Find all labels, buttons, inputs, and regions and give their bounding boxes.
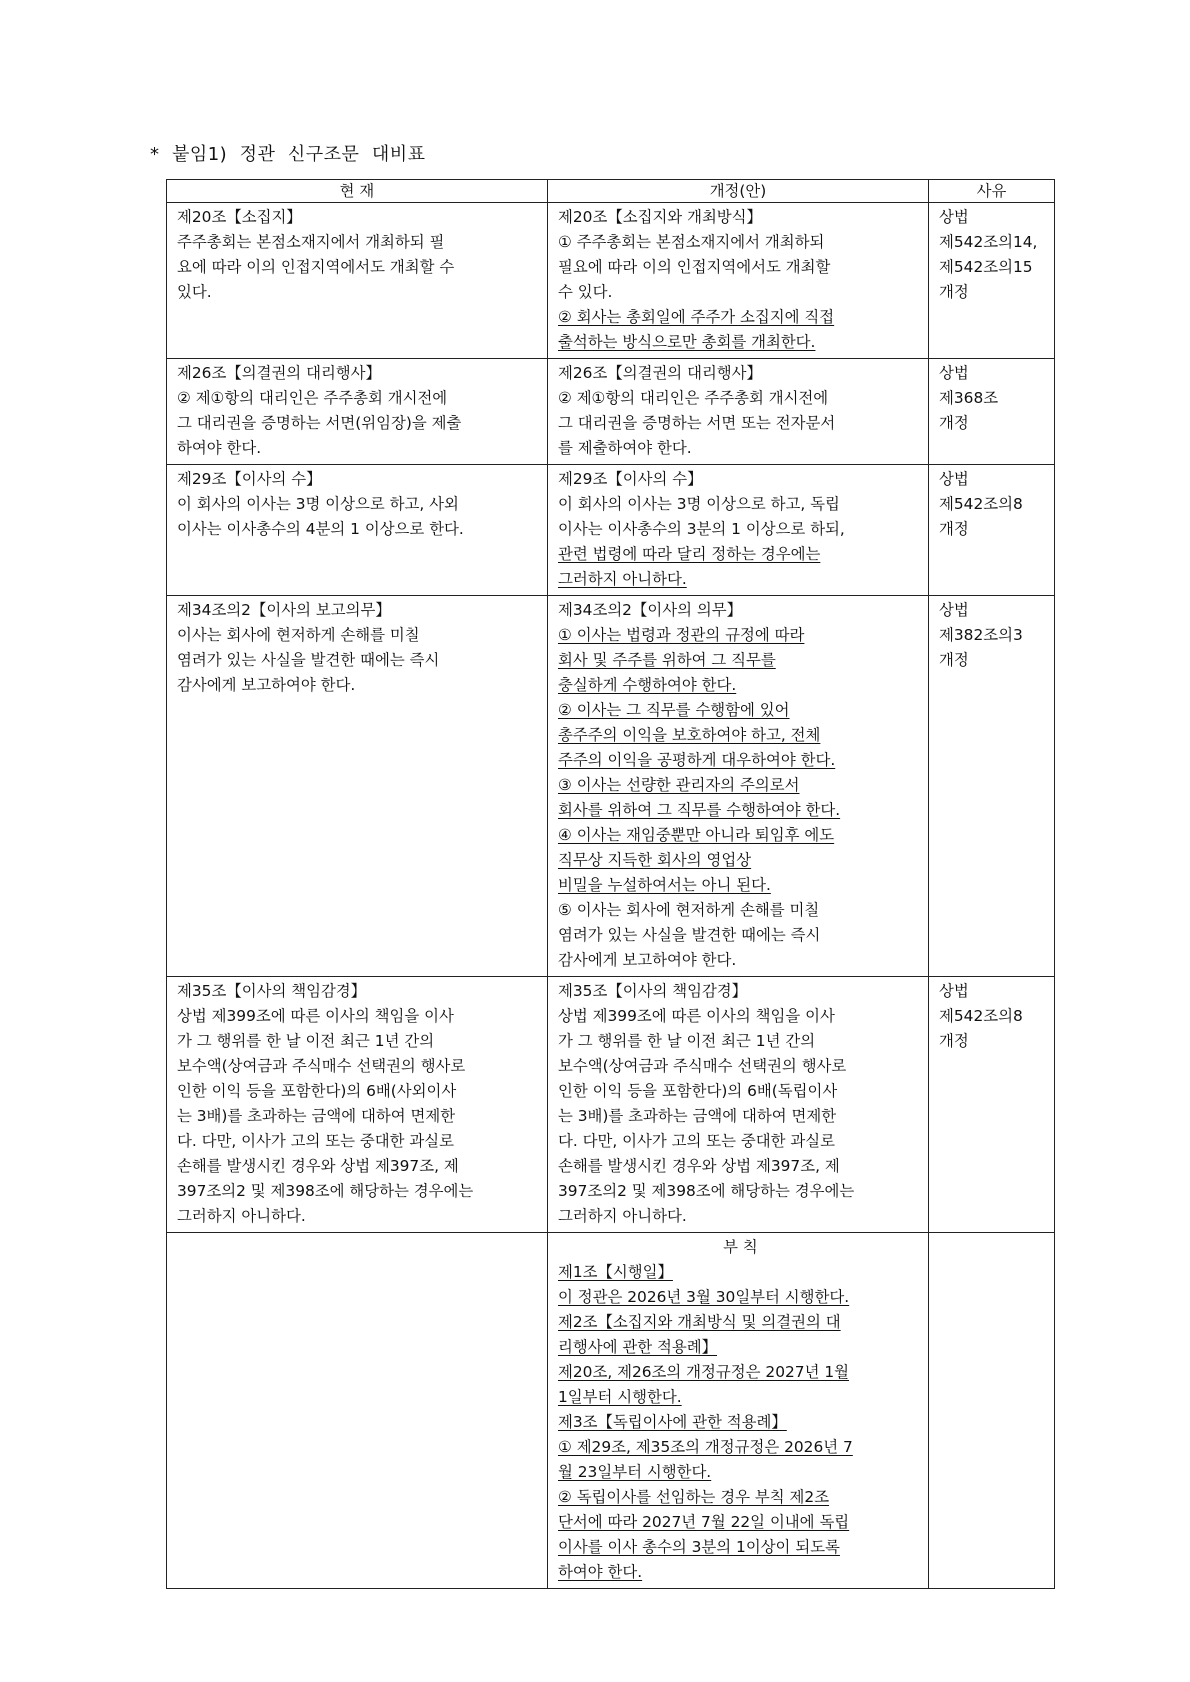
text-line: 제542조의14, [939, 233, 1038, 251]
cell-proposed [548, 596, 929, 977]
text-line: 제3조【독립이사에 관한 적용례】 [558, 1413, 787, 1431]
text-line: 제29조【이사의 수】 [558, 470, 703, 488]
addendum-heading: 부 칙 [723, 1238, 758, 1256]
text-line: 제29조【이사의 수】 [177, 470, 322, 488]
text-line: ④ 이사는 재임중뿐만 아니라 퇴임후 에도 [558, 826, 835, 844]
text-line: 상법 [939, 982, 969, 1000]
text-line: 상법 제399조에 따른 이사의 책임을 이사 [177, 1007, 454, 1025]
text-line: 감사에게 보고하여야 한다. [558, 951, 737, 969]
text-line: 회사를 위하여 그 직무를 수행하여야 한다. [558, 801, 841, 819]
text-line: 제542조의15 [939, 258, 1033, 276]
text-line: 이사는 이사총수의 3분의 1 이상으로 하되, [558, 520, 845, 538]
comparison-table [166, 179, 1055, 1589]
text-line: 리행사에 관한 적용례】 [558, 1338, 717, 1356]
text-line: 를 제출하여야 한다. [558, 439, 692, 457]
cell-current [167, 596, 548, 977]
text-line: ② 제①항의 대리인은 주주총회 개시전에 [177, 389, 448, 407]
table-row [167, 359, 1055, 465]
text-line: 다. 다만, 이사가 고의 또는 중대한 과실로 [177, 1132, 455, 1150]
text-line: 제1조【시행일】 [558, 1263, 673, 1281]
text-line: 이 회사의 이사는 3명 이상으로 하고, 사외 [177, 495, 459, 513]
text-line: 이사는 이사총수의 4분의 1 이상으로 한다. [177, 520, 464, 538]
text-line: 이 회사의 이사는 3명 이상으로 하고, 독립 [558, 495, 840, 513]
cell-proposed [548, 203, 929, 359]
text-line: 다. 다만, 이사가 고의 또는 중대한 과실로 [558, 1132, 836, 1150]
text-line: 손해를 발생시킨 경우와 상법 제397조, 제 [558, 1157, 840, 1175]
text-line: 그러하지 아니하다. [177, 1207, 306, 1225]
text-line: 그러하지 아니하다. [558, 1207, 687, 1225]
text-line: 개정 [939, 414, 969, 432]
text-line: 개정 [939, 283, 969, 301]
text-line: 비밀을 누설하여서는 아니 된다. [558, 876, 771, 894]
header-reason: 사유 [929, 180, 1055, 203]
text-line: 그 대리권을 증명하는 서면(위임장)을 제출 [177, 414, 462, 432]
text-line: 상법 [939, 601, 969, 619]
cell-current-empty [167, 1233, 548, 1589]
cell-current [167, 465, 548, 596]
text-line: 출석하는 방식으로만 총회를 개최한다. [558, 333, 816, 351]
text-line: 가 그 행위를 한 날 이전 최근 1년 간의 [558, 1032, 816, 1050]
text-line: 제35조【이사의 책임감경】 [558, 982, 748, 1000]
text-line: 관련 법령에 따라 달리 정하는 경우에는 [558, 545, 821, 563]
cell-proposed [548, 359, 929, 465]
text-line: 하여야 한다. [558, 1563, 643, 1581]
text-line: 제35조【이사의 책임감경】 [177, 982, 367, 1000]
text-line: ② 이사는 그 직무를 수행함에 있어 [558, 701, 790, 719]
text-line: 월 23일부터 시행한다. [558, 1463, 712, 1481]
text-line: 제26조【의결권의 대리행사】 [558, 364, 762, 382]
text-line: 제368조 [939, 389, 999, 407]
cell-current [167, 203, 548, 359]
text-line: 개정 [939, 1032, 969, 1050]
text-line: 상법 [939, 364, 969, 382]
text-line: 주주의 이익을 공평하게 대우하여야 한다. [558, 751, 836, 769]
page-title: * 붙임1) 정관 신구조문 대비표 [150, 144, 426, 165]
text-line: 상법 제399조에 따른 이사의 책임을 이사 [558, 1007, 835, 1025]
text-line: 주주총회는 본점소재지에서 개최하되 필 [177, 233, 445, 251]
text-line: 직무상 지득한 회사의 영업상 [558, 851, 752, 869]
text-line: 보수액(상여금과 주식매수 선택권의 행사로 [177, 1057, 466, 1075]
text-line: 이사는 회사에 현저하게 손해를 미칠 [177, 626, 420, 644]
text-line: ② 독립이사를 선임하는 경우 부칙 제2조 [558, 1488, 830, 1506]
text-line: ⑤ 이사는 회사에 현저하게 손해를 미칠 [558, 901, 820, 919]
text-line: 염려가 있는 사실을 발견한 때에는 즉시 [558, 926, 821, 944]
text-line: 제34조의2【이사의 보고의무】 [177, 601, 391, 619]
text-line: 그러하지 아니하다. [558, 570, 687, 588]
text-line: 는 3배)를 초과하는 금액에 대하여 면제한 [558, 1107, 837, 1125]
text-line: 수 있다. [558, 283, 613, 301]
text-line: 상법 [939, 208, 969, 226]
text-line: ① 이사는 법령과 정관의 규정에 따라 [558, 626, 805, 644]
table-row [167, 596, 1055, 977]
text-line: 상법 [939, 470, 969, 488]
text-line: 이사를 이사 총수의 3분의 1이상이 되도록 [558, 1538, 840, 1556]
text-line: 이 정관은 2026년 3월 30일부터 시행한다. [558, 1288, 850, 1306]
text-line: 제34조의2【이사의 의무】 [558, 601, 742, 619]
table-row [167, 203, 1055, 359]
text-line: 있다. [177, 283, 212, 301]
cell-reason [929, 359, 1055, 465]
text-line: 가 그 행위를 한 날 이전 최근 1년 간의 [177, 1032, 435, 1050]
text-line: 보수액(상여금과 주식매수 선택권의 행사로 [558, 1057, 847, 1075]
text-line: 제20조, 제26조의 개정규정은 2027년 1월 [558, 1363, 849, 1381]
cell-proposed [548, 465, 929, 596]
text-line: 필요에 따라 이의 인접지역에서도 개최할 [558, 258, 831, 276]
text-line: ② 회사는 총회일에 주주가 소집지에 직접 [558, 308, 835, 326]
cell-reason-empty [929, 1233, 1055, 1589]
text-line: ① 주주총회는 본점소재지에서 개최하되 [558, 233, 825, 251]
table-header-row [167, 180, 1055, 203]
text-line: 인한 이익 등을 포함한다)의 6배(독립이사 [558, 1082, 838, 1100]
text-line: 397조의2 및 제398조에 해당하는 경우에는 [177, 1182, 474, 1200]
addendum-row [167, 1233, 1055, 1589]
text-line: 1일부터 시행한다. [558, 1388, 682, 1406]
cell-addendum [548, 1233, 929, 1589]
cell-reason [929, 465, 1055, 596]
text-line: 인한 이익 등을 포함한다)의 6배(사외이사 [177, 1082, 457, 1100]
text-line: 는 3배)를 초과하는 금액에 대하여 면제한 [177, 1107, 456, 1125]
text-line: 요에 따라 이의 인접지역에서도 개최할 수 [177, 258, 455, 276]
text-line: 개정 [939, 520, 969, 538]
text-line: 감사에게 보고하여야 한다. [177, 676, 356, 694]
cell-reason [929, 596, 1055, 977]
text-line: 제26조【의결권의 대리행사】 [177, 364, 381, 382]
text-line: 손해를 발생시킨 경우와 상법 제397조, 제 [177, 1157, 459, 1175]
text-line: 총주주의 이익을 보호하여야 하고, 전체 [558, 726, 821, 744]
text-line: 단서에 따라 2027년 7월 22일 이내에 독립 [558, 1513, 850, 1531]
text-line: 397조의2 및 제398조에 해당하는 경우에는 [558, 1182, 855, 1200]
text-line: 염려가 있는 사실을 발견한 때에는 즉시 [177, 651, 440, 669]
text-line: 개정 [939, 651, 969, 669]
text-line: 그 대리권을 증명하는 서면 또는 전자문서 [558, 414, 836, 432]
cell-proposed [548, 977, 929, 1233]
cell-reason [929, 203, 1055, 359]
text-line: ③ 이사는 선량한 관리자의 주의로서 [558, 776, 800, 794]
cell-reason [929, 977, 1055, 1233]
table-row [167, 465, 1055, 596]
text-line: 충실하게 수행하여야 한다. [558, 676, 737, 694]
text-line: 하여야 한다. [177, 439, 262, 457]
table-row [167, 977, 1055, 1233]
header-proposed: 개정(안) [548, 180, 929, 203]
text-line: 제2조【소집지와 개최방식 및 의결권의 대 [558, 1313, 841, 1331]
header-current: 현 재 [167, 180, 548, 203]
text-line: ② 제①항의 대리인은 주주총회 개시전에 [558, 389, 829, 407]
text-line: 회사 및 주주를 위하여 그 직무를 [558, 651, 776, 669]
text-line: 제382조의3 [939, 626, 1023, 644]
text-line: 제542조의8 [939, 1007, 1023, 1025]
cell-current [167, 977, 548, 1233]
text-line: 제542조의8 [939, 495, 1023, 513]
text-line: ① 제29조, 제35조의 개정규정은 2026년 7 [558, 1438, 853, 1456]
cell-current [167, 359, 548, 465]
text-line: 제20조【소집지와 개최방식】 [558, 208, 762, 226]
text-line: 제20조【소집지】 [177, 208, 302, 226]
